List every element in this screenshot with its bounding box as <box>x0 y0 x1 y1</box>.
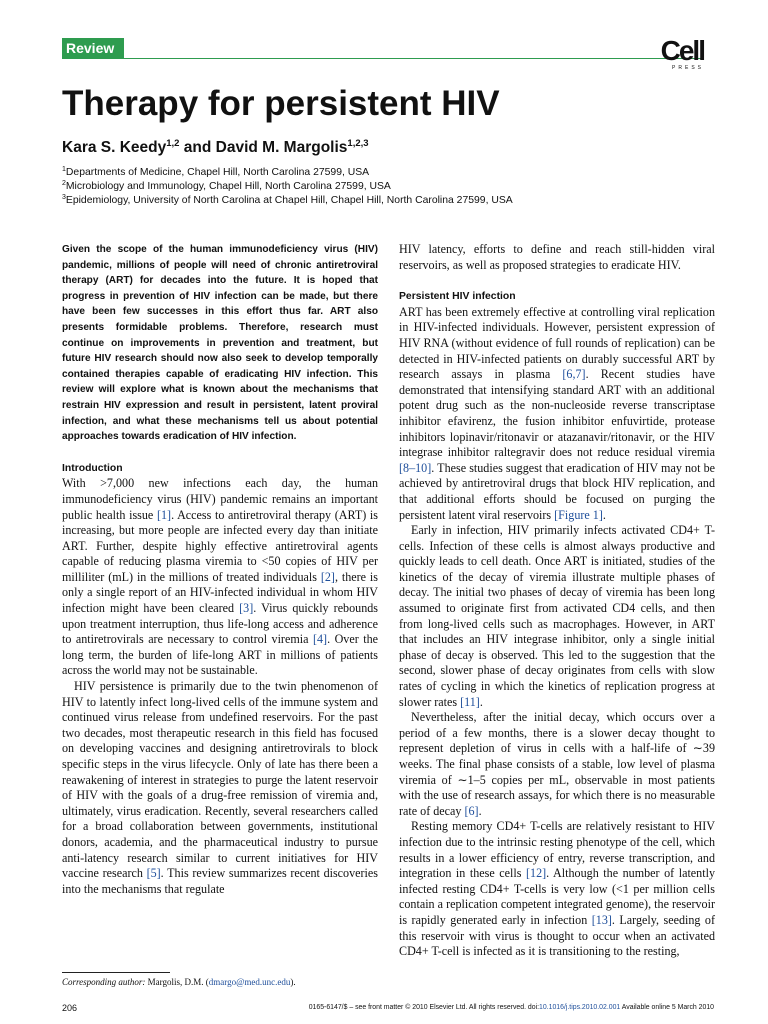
footer-publication-info <box>309 1002 714 1014</box>
text-run: Early in infection, HIV primarily infects activated CD4+ T-cells. Infection of these cells is almost always productive and quickly leads to cell death. Once ART is initiated, studies of the kinetics of the decay of viremia illustrate multiple phases of decay. The initial two phases of decay of viremia has been long assumed to originate first from activated CD4 cells, and then from long-lived cells such as macrophages. However, in ART that includes an HIV integrase inhibitor, only a single initial phase of decay is observed. This led to the suggestion that the second, slower phase of decay originates from cells with slow rates of cycling in which the kinetics of replication progress at slower rates <box>399 523 715 709</box>
body-paragraph <box>62 679 378 897</box>
affiliation-item <box>62 166 513 180</box>
body-paragraph <box>399 523 715 710</box>
citation-link[interactable]: [4] <box>312 632 328 647</box>
doi-link[interactable]: 10.1016/j.tips.2010.02.001 <box>539 1004 621 1011</box>
logo-subtext: PRESS <box>672 65 704 71</box>
header-rule <box>62 58 703 59</box>
text-run: Available online 5 March 2010 <box>620 1004 714 1011</box>
section-heading-persistent-hiv: Persistent HIV infection <box>399 291 516 303</box>
citation-link[interactable]: [6] <box>464 803 479 818</box>
text-run: . Largely, seeding of this reservoir with virus is thought to occur when an activated CD4+ T-cell is infected as it is transitioning to the resting, <box>399 912 715 959</box>
citation-link[interactable]: [11] <box>460 694 480 709</box>
citation-link[interactable]: [6,7] <box>562 367 586 382</box>
footnote-name: Margolis, D.M. ( <box>145 977 209 987</box>
article-type-tag: Review <box>62 38 124 58</box>
citation-link[interactable]: [8–10] <box>399 460 432 475</box>
text-run: . These studies suggest that eradication of HIV may not be achieved by antiretroviral drugs that block HIV replication, and that additional efforts should be focused on purging the persistent latent viral reservoirs <box>399 460 715 522</box>
footnote-rule <box>62 972 170 973</box>
citation-link[interactable]: [1] <box>156 507 172 522</box>
body-paragraph <box>399 819 715 959</box>
citation-link[interactable]: [13] <box>591 912 612 927</box>
text-run: . <box>479 694 483 709</box>
affiliation-list <box>62 166 513 208</box>
citation-link[interactable]: [5] <box>146 866 161 881</box>
author-affiliation-marker: 1,2,3 <box>347 138 369 149</box>
text-run: . This review summarizes recent discoveries into the mechanisms that regulate <box>62 866 378 896</box>
text-run: . Recent studies have demonstrated that intensifying standard ART with an additional potent drug such as the non-nucleoside reverse transcriptase inhibitor efavirenz, the fusion inhibitor enfuvirtide, protease inhibitors lopinavir/ritonavir or atazanavir/ritonavir, or the HIV integrase inhibitor raltegravir does not reduce residual viremia <box>399 367 715 460</box>
text-run: , there is only a single report of an HIV-infected individual in whom HIV infection might have been cleared <box>62 569 378 616</box>
text-run: HIV persistence is primarily due to the twin phenomenon of HIV to latently infect long-lived cells of the immune system and continued virus release from undefined reservoirs. For the past two decades, most therapeutic research in this field has focused on developing vaccines and designing antiretrovirals to block specific steps in the virus lifecycle. Only of late has there been a reawakening of interest in strategies to purge the latent reservoir of HIV with the goals of a drug-free remission of viremia and, ultimately, virus eradication. Recently, several researchers called for a broad collaboration between governments, institutional donors, academia, and the pharmaceutical industry to pursue anti-latency research similar to current initiatives for HIV vaccine research <box>62 679 378 881</box>
logo-wordmark: Cell <box>660 35 704 66</box>
text-run: Resting memory CD4+ T-cells are relatively resistant to HIV infection due to the intrinsic resting phenotype of the cell, which results in a lower efficiency of entry, reverse transcription, and integration in these cells <box>399 819 715 881</box>
text-run: . <box>478 803 482 818</box>
author-name: David M. Margolis <box>215 139 348 156</box>
affiliation-number: 3 <box>62 194 66 201</box>
affiliation-item <box>62 180 513 194</box>
corresponding-author-note <box>62 976 296 988</box>
text-run: . Although the number of latently infected resting CD4+ T-cells is very low (<1 per million cells contain a replication competent integrated genome), the reservoir is rapidly generated early in infection <box>399 866 715 927</box>
citation-link[interactable]: [3] <box>239 601 254 616</box>
author-line <box>62 138 369 158</box>
affiliation-text: Departments of Medicine, Chapel Hill, North Carolina 27599, USA <box>65 167 370 178</box>
page-number: 206 <box>62 1003 78 1013</box>
figure-link[interactable]: [Figure 1] <box>554 507 603 522</box>
body-paragraph <box>62 476 378 679</box>
section-heading-introduction: Introduction <box>62 462 123 474</box>
affiliation-text: Epidemiology, University of North Carolina at Chapel Hill, Chapel Hill, North Carolina 27599, USA <box>65 195 513 206</box>
text-run: . <box>602 507 606 522</box>
citation-link[interactable]: [2] <box>320 569 335 584</box>
author-joiner: and <box>179 139 216 156</box>
affiliation-text: Microbiology and Immunology, Chapel Hill, North Carolina 27599, USA <box>65 181 391 192</box>
author-affiliation-marker: 1,2 <box>166 138 180 149</box>
footnote-label: Corresponding author: <box>62 977 146 987</box>
text-run: Nevertheless, after the initial decay, which occurs over a period of a few months, there is a slower decay thought to represent depletion of virus in cells with a half-life of ∼39 weeks. The final phase consists of a stable, low level of plasma viremia of ∼1–5 copies per mL, observable in most patients with the use of research assays, for which there is no measurable rate of decay <box>399 710 715 818</box>
affiliation-item <box>62 194 513 208</box>
author-email-link[interactable]: dmargo@med.unc.edu <box>208 977 291 987</box>
left-column <box>62 242 378 897</box>
text-run: . Over the long term, the burden of life-long ART in millions of patients across the world may not be sustainable. <box>62 632 378 678</box>
body-paragraph <box>399 305 715 523</box>
abstract: Given the scope of the human immunodeficiency virus (HIV) pandemic, millions of people will need of chronic antiretroviral therapy (ART) for decades into the future. It is hoped that progress in prevention of HIV infection can be made, but there have been few successes in this effort thus far. ART also presents formidable problems. Therefore, research must continue on improvements in prevention and treatment, but future HIV research should now also seek to develop temporally contained therapies capable of eradicating HIV infection. This review will explore what is known about the mechanisms that restrain HIV expression and result in persistent, latent proviral infection, and what these mechanisms tell us about potential approaches towards eradication of HIV infection. <box>62 244 378 443</box>
right-column <box>399 242 715 960</box>
text-run: ). <box>290 977 296 987</box>
affiliation-number: 1 <box>62 166 66 173</box>
text-run: ART has been extremely effective at controlling viral replication in HIV-infected individuals. However, persistent expression of HIV RNA (without evidence of full rounds of replication) can be detected in HIV-infected patients on durably successful ART by research assays in plasma <box>399 304 715 382</box>
journal-logo <box>640 35 704 71</box>
body-paragraph <box>399 710 715 819</box>
citation-link[interactable]: [12] <box>526 866 547 881</box>
text-run: 0165-6147/$ – see front matter © 2010 Elsevier Ltd. All rights reserved. doi: <box>308 1004 540 1011</box>
text-run: . Access to antiretroviral therapy (ART) is increasing, but more people are infected every day than initiate ART. Further, despite highly effective antiretroviral agents capable of reducing plasma viremia to <50 copies of HIV per milliliter (mL) in the millions of treated individuals <box>62 507 378 584</box>
body-paragraph: HIV latency, efforts to define and reach still-hidden viral reservoirs, as well as proposed strategies to eradicate HIV. <box>399 242 715 272</box>
article-title: Therapy for persistent HIV <box>62 84 500 123</box>
text-run: With >7,000 new infections each day, the human immunodeficiency virus (HIV) pandemic remains an important public health issue <box>62 476 378 522</box>
text-run: . Virus quickly rebounds upon treatment interruption, thus life-long access and adherence to antiretrovirals are necessary to control viremia <box>62 601 379 647</box>
affiliation-number: 2 <box>62 180 66 187</box>
author-name: Kara S. Keedy <box>62 139 167 156</box>
